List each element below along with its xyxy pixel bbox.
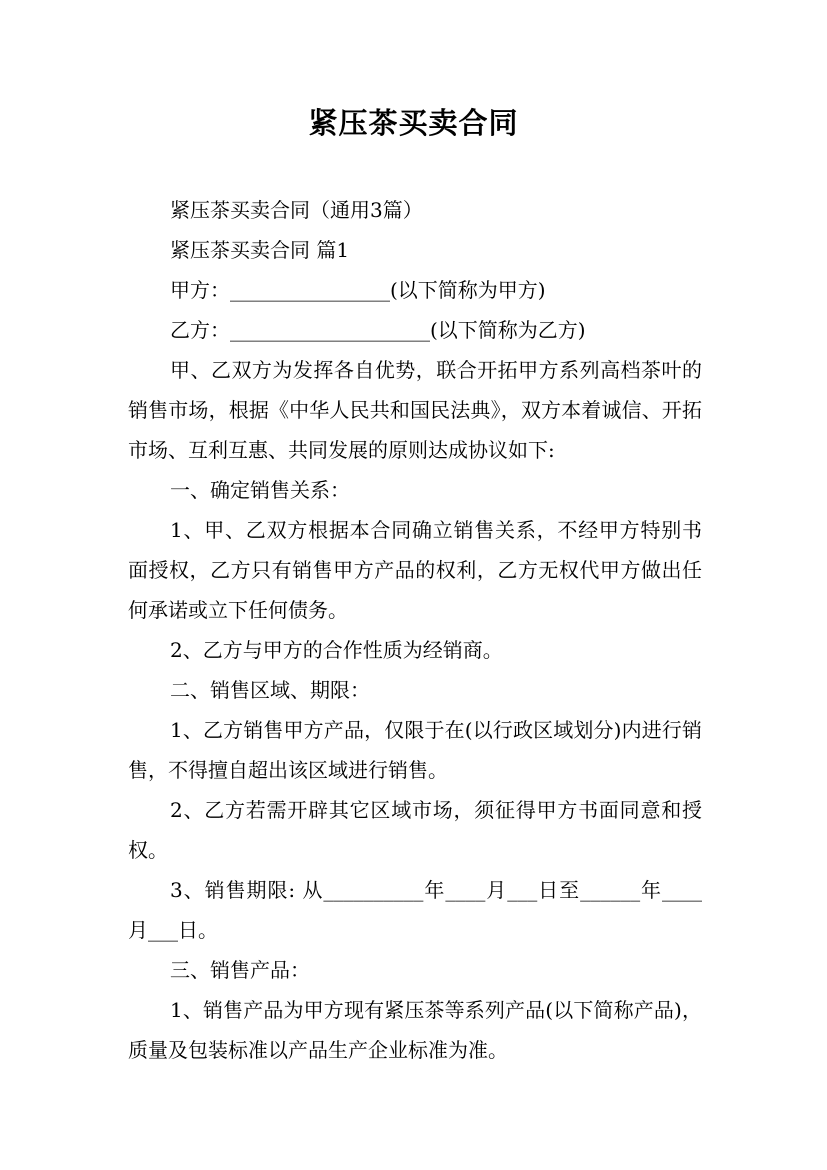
document-title: 紧压茶买卖合同 bbox=[308, 106, 519, 140]
paragraph-clause-1-2: 2、乙方与甲方的合作性质为经销商。 bbox=[170, 638, 503, 662]
paragraph-clause-2-2: 2、乙方若需开辟其它区域市场，须征得甲方书面同意和授权。 bbox=[128, 798, 702, 862]
paragraph-clause-2-1: 1、乙方销售甲方产品，仅限于在(以行政区域划分)内进行销售，不得擅自超出该区域进行销售。 bbox=[128, 718, 702, 782]
paragraph-party-b: 乙方：____________________(以下简称为乙方) bbox=[170, 318, 586, 342]
paragraph-heading-1: 一、确定销售关系： bbox=[170, 478, 350, 502]
paragraph-heading-3: 三、销售产品： bbox=[170, 958, 310, 982]
paragraph-party-a: 甲方：________________(以下简称为甲方) bbox=[170, 278, 546, 302]
paragraph-section-heading: 紧压茶买卖合同 篇1 bbox=[170, 238, 350, 262]
paragraph-clause-2-3: 3、销售期限: 从__________年____月___日至______年____月___日。 bbox=[128, 878, 702, 942]
document-body bbox=[128, 190, 702, 1070]
paragraph-clause-3-1: 1、销售产品为甲方现有紧压茶等系列产品(以下简称产品)，质量及包装标准以产品生产企业标准为准。 bbox=[128, 998, 702, 1062]
paragraph-clause-1-1: 1、甲、乙双方根据本合同确立销售关系，不经甲方特别书面授权，乙方只有销售甲方产品的权利，乙方无权代甲方做出任何承诺或立下任何债务。 bbox=[128, 518, 702, 622]
paragraph-intro: 甲、乙双方为发挥各自优势，联合开拓甲方系列高档茶叶的销售市场，根据《中华人民共和国民法典》，双方本着诚信、开拓市场、互利互惠、共同发展的原则达成协议如下: bbox=[128, 358, 702, 462]
paragraph-subtitle: 紧压茶买卖合同（通用3篇） bbox=[170, 198, 423, 222]
paragraph-heading-2: 二、销售区域、期限： bbox=[170, 678, 370, 702]
